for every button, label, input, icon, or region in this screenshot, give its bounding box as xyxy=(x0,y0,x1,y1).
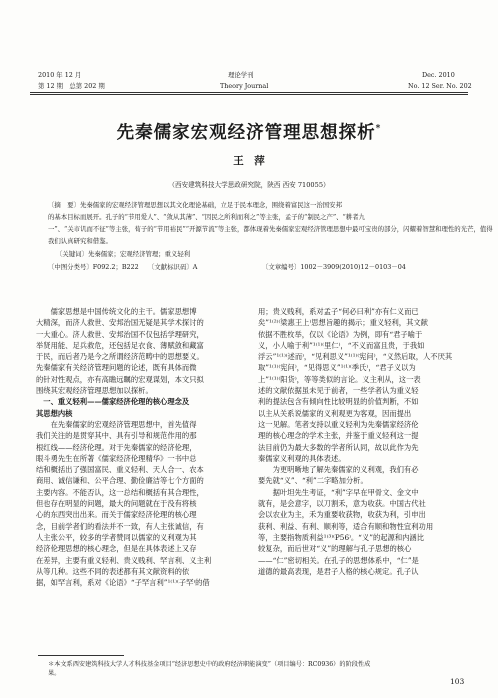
body-text-line: 用；贵义贱利，系对孟子“何必曰利”亦有仁义而已 xyxy=(258,307,419,316)
body-text-line: 以主从关系说儒家的义利观更为客观，因而提出 xyxy=(258,408,412,418)
body-text-line: 义，小人喻于利”¹⁽¹⁾⁽里仁⁾，“不义而富且贵，于我如 xyxy=(258,340,425,350)
body-text-line: 道德的最高表现，是君子人格的核心规定。孔子认 xyxy=(258,566,419,576)
body-text-line: 人主张公平，较多的学者赞同以儒家的义利观为其 xyxy=(36,532,197,542)
body-text-line: 在差异，主要有重义轻利、贵义贱利、罕言利、义主利 xyxy=(36,555,212,565)
article-author: 王 萍 xyxy=(233,155,265,167)
body-text-line: 为更明晰地了解先秦儒家的义利观，我们有必 xyxy=(258,465,419,475)
header-rule-thin xyxy=(30,94,468,95)
body-text-line: 心的东西突出出来。而关于儒家经济伦理的核心理 xyxy=(36,510,197,520)
body-text-line: 据，如罕言利，系对《论语》“子罕言利”¹⁽¹⁾⁽子罕⁾的借 xyxy=(36,578,210,588)
body-text-line: 据叶坦先生考证，“利”字早在甲骨文、金文中 xyxy=(258,487,419,497)
header-issue-en: No. 12 Ser. No. 202 xyxy=(408,82,472,90)
article-affiliation: （西安建筑科技大学思政研究院，陕西 西安 710055） xyxy=(168,181,330,189)
body-left-column xyxy=(36,306,234,588)
body-text-line: 先秦儒家有关经济管理问题的论述，既有具体而微 xyxy=(36,363,197,373)
footnote-line: ＊本文系西安建筑科技大学人才科技基金项目“经济思想史中的政府经济职能演变”（项目编号：RC0936）的阶段性成 xyxy=(48,661,371,668)
body-text-line: 结和概括出了强国富民、重义轻利、天人合一、农本 xyxy=(36,465,204,475)
section-heading-line: 其思想内核 xyxy=(36,408,73,418)
body-text-line: 法目前仍为最大多数的学者所认同，故以此作为先 xyxy=(258,442,419,452)
body-text-line: 在先秦儒家的宏观经济管理思想中，首先值得 xyxy=(36,419,197,429)
body-text-line: 主要内容。不能否认，这一总结和概括有其合理性， xyxy=(36,487,204,497)
body-text-line: 上”¹⁽¹⁾⁽阳货⁾，等等类似的言论。义主利从，这一表 xyxy=(258,374,421,384)
header-issue-cn: 第 12 期 总第 202 期 xyxy=(38,82,105,90)
body-text-line: 我们关注的是贯穿其中、具有引导和规范作用的那 xyxy=(36,431,197,441)
body-text-line: 的针对性观点，亦有高瞻远瞩的宏观谋划，本文只拟 xyxy=(36,374,204,384)
footnote-rule xyxy=(38,655,124,656)
clc-number: 〔中图分类号〕F092.2；B222 xyxy=(48,263,139,271)
keywords: 〔关键词〕先秦儒家；宏观经济管理；重义轻利 xyxy=(56,250,191,258)
body-text-line: 念，目前学者们的看法并不一致，有人主张诚信，有 xyxy=(36,521,204,531)
article-title-text: 先秦儒家宏观经济管理思想探析 xyxy=(116,123,376,143)
header-journal-en: Theory Journal xyxy=(220,82,269,90)
abstract-line: 〔摘 要〕先秦儒家的宏观经济管理思想以其文化理论基础，立足于民本理念，围绕着富民这一治国安邦 xyxy=(48,201,342,209)
title-footnote-mark: * xyxy=(375,124,382,135)
header-month-en: Dec. 2010 xyxy=(422,71,455,79)
abstract-line: 我们认真研究和借鉴。 xyxy=(48,237,112,245)
body-text-line: 理的核心理念的学术主张，并鉴于重义轻利这一提 xyxy=(258,431,419,441)
article-id: 〔文章编号〕1002－3909(2010)12－0103－04 xyxy=(262,263,406,271)
body-text-line: 于民，而后者乃是今之所谓经济范畴中的思想要义。 xyxy=(36,352,204,362)
body-text-line: 等，主要指物质利益¹⁽³⁾⁽P56⁾。“义”的起源和内涵比 xyxy=(258,532,425,542)
header-journal-cn: 理论学刊 xyxy=(228,71,254,79)
header-rule xyxy=(30,92,468,93)
body-text-line: 述的文献依据虽未见于前者，一些学者认为重义轻 xyxy=(258,386,419,396)
body-text-line: 会以农业为主，禾为重要收获物，收获为利，引申出 xyxy=(258,510,426,520)
footnote-line: 果。 xyxy=(48,670,61,677)
page-number: 103 xyxy=(450,677,465,686)
body-text-line: 这一见解。笔者支持以重义轻利为先秦儒家经济伦 xyxy=(258,419,419,429)
abstract-line: 的基本目标而展开。孔子的“节用爱人”、“敛从其薄”、“因民之所利而利之”等主张，孟子的“制民之产”、“耕者九 xyxy=(48,213,365,221)
body-text-line: 儒家思想是中国传统文化的主干。儒家思想博 xyxy=(36,307,197,316)
body-text-line: 从等几种。这些不同的表述都有其文献资料的依 xyxy=(36,566,190,576)
body-text-line: 就有，是会意字，以刀割禾，意为收获。中国古代社 xyxy=(258,499,426,509)
body-text-line: 但也存在明显的问题，最大的问题就在于没有将核 xyxy=(36,499,197,509)
document-code: 〔文献标识码〕A xyxy=(148,263,198,271)
body-right-column xyxy=(258,306,466,577)
body-text-line: 经济伦理思想的核心理念，但是在具体表述上又存 xyxy=(36,544,197,554)
body-text-line: 一大重心。济人救世、安邦治国不仅包括学理研究， xyxy=(36,329,204,339)
header-date: 2010 年 12 月 xyxy=(38,71,82,79)
body-text-line: 大精深，而济人救世、安邦治国无疑是其学术探讨的 xyxy=(36,318,204,328)
body-text-line: 矣”¹⁽²⁾⁽梁惠王上⁾思想旨趣的揭示；重义轻利，其文献 xyxy=(258,318,428,328)
abstract-line: 一”、“关市讥而不征”等主张，荀子的“节用裕民”“开源节流”等主张，都体现着先秦儒家宏观经济管理思想中最可宝贵的部分，闪耀着智慧和理性的光芒，值得 xyxy=(48,225,493,233)
body-text-line: 利的提法包含有倾向性比较明显的价值判断，不如 xyxy=(258,397,419,407)
body-text-line: 要先就“义”、“利”二字略加分析。 xyxy=(258,476,368,486)
body-text-line: 举贤用能、足兵救危，还包括足衣食、薄赋敛和藏富 xyxy=(36,340,204,350)
body-text-line: 浮云”¹⁽¹⁾⁽述而⁾，“见利思义”¹⁽¹⁾⁽宪问⁾，“义然后取，人不厌其 xyxy=(258,352,453,362)
body-text-line: 取”¹⁽¹⁾⁽宪问⁾，“见得思义”¹⁽¹⁾⁽季氏⁾，“君子义以为 xyxy=(258,363,416,373)
body-text-line: 眼斗勇先生在所著《儒家经济伦理精华》一书中总 xyxy=(36,453,197,463)
body-text-line: 围绕其宏观经济管理思想加以探析。 xyxy=(36,386,153,396)
body-text-line: 商用、诚信谦和、公平合理、勤俭廉洁等七个方面的 xyxy=(36,476,204,486)
body-text-line: 依据不胜枚举，仅以《论语》为例，即有“君子喻于 xyxy=(258,329,423,339)
body-text-line: 秦儒家义利观的具体表述。 xyxy=(258,453,346,463)
body-text-line: ——“仁”密切相关。在孔子的思想体系中，“仁”是 xyxy=(258,555,419,565)
section-heading-line: 一、重义轻利——儒家经济伦理的核心理念及 xyxy=(36,397,190,407)
body-text-line: 获利、利益、有利、顺利等，适合有顺和物性宜利功用 xyxy=(258,521,434,531)
article-title xyxy=(0,119,498,144)
body-text-line: 根红线——经济伦理。对于先秦儒家的经济伦理， xyxy=(36,442,197,452)
body-text-line: 较复杂，而后世对“义”的理解与孔子思想的核心 xyxy=(258,544,412,554)
